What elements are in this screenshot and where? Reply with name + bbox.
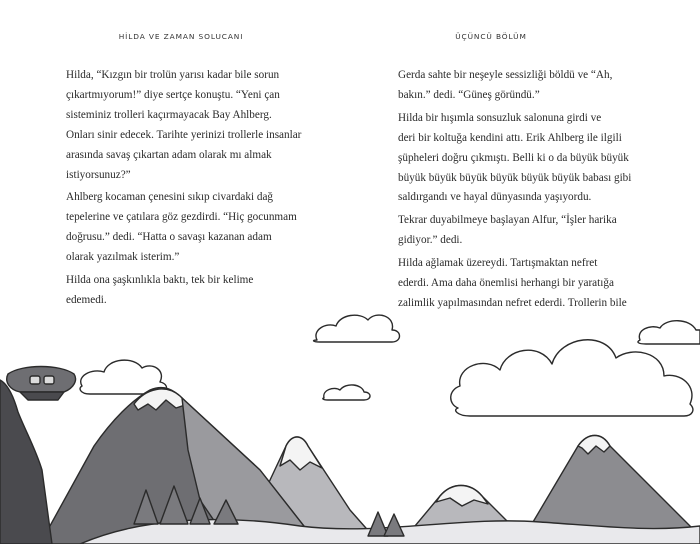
text-line: deri bir koltuğa kendini attı. Erik Ahlberg ile ilgili <box>398 131 622 144</box>
text-line: şüpheleri doğru çıkmıştı. Belli ki o da büyük büyük <box>398 151 629 164</box>
paragraph <box>384 109 634 209</box>
text-line: Hilda ağlamak üzereydi. Tartışmaktan nefret <box>398 257 598 270</box>
text-line: istiyorsunuz?” <box>66 168 131 181</box>
text-line: gidiyor.” dedi. <box>398 234 463 247</box>
right-page-text <box>384 66 634 317</box>
text-line: olarak yazılmak isterim.” <box>66 251 180 264</box>
text-line: tepelerine ve çatılara göz gezdirdi. “Hiç gocunmam <box>66 211 297 224</box>
text-line: sisteminiz trolleri kaçırmayacak Bay Ahlberg. <box>66 108 272 121</box>
text-line: arasında savaş çıkartan adam olarak mı almak <box>66 148 272 161</box>
left-page-text <box>52 66 300 314</box>
cloud-tiny-center <box>323 385 370 400</box>
text-line: doğrusu.” dedi. “Hatta o savaşı kazanan adam <box>66 231 272 244</box>
left-running-header: HİLDA VE ZAMAN SOLUCANI <box>118 32 244 41</box>
text-line: Hilda ona şaşkınlıkla baktı, tek bir kelime <box>66 274 254 287</box>
text-line: ederdi. Ama daha önemlisi herhangi bir yaratığa <box>398 277 614 290</box>
paragraph <box>52 66 300 185</box>
text-line: Hilda, “Kızgın bir trolün yarısı kadar bile sorun <box>66 69 280 81</box>
airship-icon <box>7 367 76 401</box>
text-line: bakın.” dedi. “Güneş göründü.” <box>398 88 540 101</box>
text-line: Onları sinir edecek. Tarihte yerinizi trollerle insanlar <box>66 128 302 141</box>
cliff-left <box>0 380 52 544</box>
text-line: zalimlik yapılmasından nefret ederdi. Trollerin bile <box>398 296 627 309</box>
paragraph <box>384 211 634 251</box>
paragraph <box>384 66 634 106</box>
pine-tree <box>384 514 404 536</box>
paragraph <box>52 188 300 268</box>
text-line: çıkartmıyorum!” diye sertçe konuştu. “Yeni çan <box>66 88 280 101</box>
text-line: Ahlberg kocaman çenesini sıkıp civardaki dağ <box>66 191 274 204</box>
text-line: Tekrar duyabilmeye başlayan Alfur, “İşler harika <box>398 214 617 227</box>
right-running-header: ÜÇÜNCÜ BÖLÜM <box>455 32 527 41</box>
cloud-right-edge <box>638 321 700 344</box>
text-line: saldırgandı ve hayal dünyasında yaşıyordu. <box>398 191 592 204</box>
mountain-landscape-illustration <box>0 300 700 544</box>
text-line: edemedi. <box>66 293 107 306</box>
cloud-small-center <box>314 315 400 342</box>
text-line: Hilda bir hışımla sonsuzluk salonuna girdi ve <box>398 111 602 124</box>
text-line: Gerda sahte bir neşeyle sessizliği böldü ve “Ah, <box>398 69 613 81</box>
cloud-large-right <box>451 340 693 416</box>
text-line: büyük büyük büyük büyük büyük büyük babası gibi <box>398 171 632 184</box>
